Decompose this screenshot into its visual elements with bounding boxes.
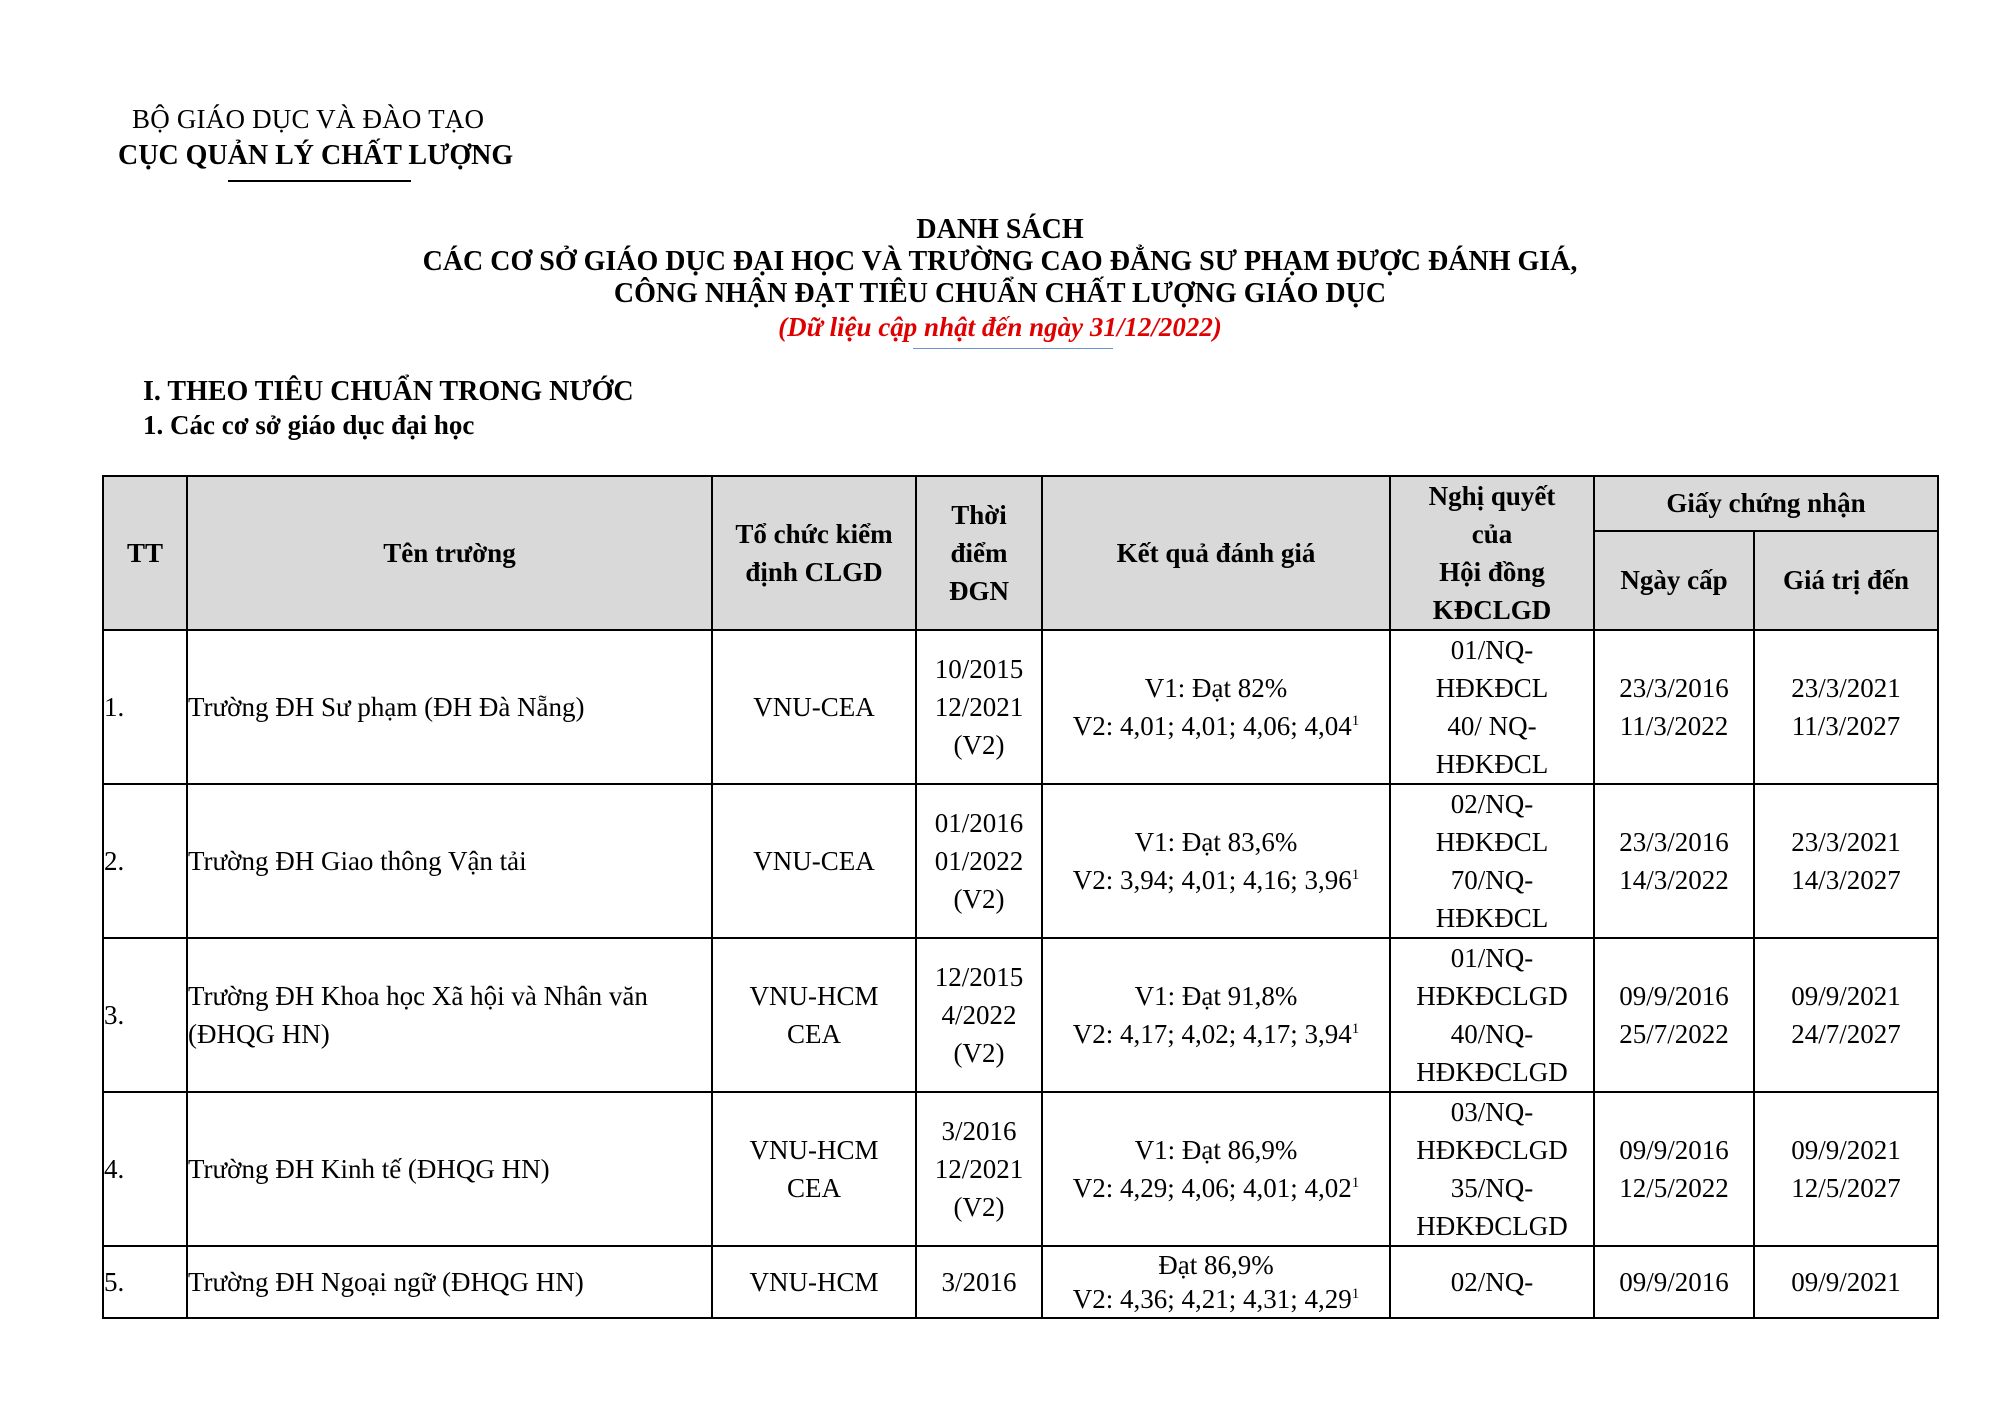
cell-time	[916, 630, 1042, 784]
footnote-marker: 1	[1351, 867, 1360, 883]
cell-resolution-line: HĐKĐCLGD	[1416, 1211, 1568, 1241]
cell-tt: 2.	[103, 784, 187, 938]
cell-time-line: (V2)	[953, 884, 1005, 914]
section-heading: I. THEO TIÊU CHUẨN TRONG NƯỚC	[143, 376, 634, 407]
cell-org-line: VNU-HCM	[749, 981, 879, 1011]
cell-valid-line: 23/3/2021	[1791, 673, 1901, 703]
cell-resolution-line: HĐKĐCL	[1435, 673, 1549, 703]
cell-school: Trường ĐH Sư phạm (ĐH Đà Nẵng)	[187, 630, 712, 784]
cell-time-line: 12/2015	[934, 962, 1024, 992]
header-time-line: điểm	[950, 538, 1008, 568]
subsection-heading: 1. Các cơ sở giáo dục đại học	[143, 410, 475, 440]
cell-time-line: 12/2021	[934, 692, 1024, 722]
table-row	[103, 784, 1938, 938]
cell-issue-line: 23/3/2016	[1619, 827, 1729, 857]
cell-valid-until	[1754, 938, 1938, 1092]
cell-valid-line: 23/3/2021	[1791, 827, 1901, 857]
header-tt: TT	[103, 476, 187, 630]
cell-result	[1042, 784, 1390, 938]
cell-issue-line: 09/9/2016	[1619, 1135, 1729, 1165]
cell-resolution-line: HĐKĐCLGD	[1416, 1057, 1568, 1087]
cell-issue-line: 09/9/2016	[1619, 1267, 1729, 1297]
cell-result-v2: V2: 4,36; 4,21; 4,31; 4,29	[1072, 1284, 1352, 1314]
cell-org	[712, 630, 916, 784]
cell-time-line: (V2)	[953, 730, 1005, 760]
cell-result-v1: V1: Đạt 83,6%	[1134, 827, 1298, 857]
cell-org-line: VNU-CEA	[753, 846, 875, 876]
cell-valid-until	[1754, 1246, 1938, 1318]
cell-resolution-line: 70/NQ-	[1450, 865, 1534, 895]
cell-valid-line: 09/9/2021	[1791, 981, 1901, 1011]
cell-issue-line: 14/3/2022	[1619, 865, 1729, 895]
cell-org-line: CEA	[787, 1019, 841, 1049]
cell-org	[712, 938, 916, 1092]
cell-time	[916, 1246, 1042, 1318]
cell-org-line: CEA	[787, 1173, 841, 1203]
cell-tt: 1.	[103, 630, 187, 784]
cell-result	[1042, 1246, 1390, 1318]
cell-time	[916, 1092, 1042, 1246]
cell-resolution-line: HĐKĐCL	[1435, 903, 1549, 933]
header-resolution-line: Hội đồng	[1439, 557, 1545, 587]
cell-resolution-line: 01/NQ-	[1450, 635, 1534, 665]
cell-org-line: VNU-HCM	[749, 1135, 879, 1165]
header-time	[916, 476, 1042, 630]
cell-result-v2: V2: 4,01; 4,01; 4,06; 4,04	[1072, 711, 1352, 741]
header-resolution-line: KĐCLGD	[1432, 595, 1552, 625]
cell-school: Trường ĐH Ngoại ngữ (ĐHQG HN)	[187, 1246, 712, 1318]
cell-school: Trường ĐH Khoa học Xã hội và Nhân văn (ĐHQG HN)	[187, 938, 712, 1092]
footnote-marker: 1	[1351, 1286, 1360, 1302]
cell-resolution-line: 01/NQ-	[1450, 943, 1534, 973]
cell-resolution-line: HĐKĐCLGD	[1416, 1135, 1568, 1165]
cell-valid-until	[1754, 630, 1938, 784]
cell-result	[1042, 938, 1390, 1092]
cell-valid-line: 12/5/2027	[1791, 1173, 1901, 1203]
cell-org	[712, 784, 916, 938]
cell-valid-line: 11/3/2027	[1791, 711, 1901, 741]
cell-resolution	[1390, 630, 1594, 784]
cell-time	[916, 938, 1042, 1092]
cell-time-line: (V2)	[953, 1038, 1005, 1068]
header-certificate: Giấy chứng nhận	[1594, 476, 1938, 531]
cell-result-v2-line	[1043, 707, 1389, 745]
document-subtitle-line1: CÁC CƠ SỞ GIÁO DỤC ĐẠI HỌC VÀ TRƯỜNG CAO ĐẲNG SƯ PHẠM ĐƯỢC ĐÁNH GIÁ,	[422, 246, 1578, 277]
cell-result-v2-line	[1043, 861, 1389, 899]
cell-issue-line: 23/3/2016	[1619, 673, 1729, 703]
ministry-name: BỘ GIÁO DỤC VÀ ĐÀO TẠO	[132, 104, 485, 134]
cell-school: Trường ĐH Giao thông Vận tải	[187, 784, 712, 938]
cell-valid-line: 24/7/2027	[1791, 1019, 1901, 1049]
cell-resolution	[1390, 784, 1594, 938]
cell-result-v1: Đạt 86,9%	[1158, 1250, 1274, 1280]
cell-result-v2: V2: 4,17; 4,02; 4,17; 3,94	[1072, 1019, 1352, 1049]
cell-result-v2-line	[1043, 1169, 1389, 1207]
note-divider	[913, 348, 1113, 349]
footnote-marker: 1	[1351, 1021, 1360, 1037]
cell-result-v2: V2: 3,94; 4,01; 4,16; 3,96	[1072, 865, 1352, 895]
header-org-line: Tổ chức kiểm	[735, 519, 893, 549]
header-result: Kết quả đánh giá	[1042, 476, 1390, 630]
cell-time-line: 3/2016	[941, 1116, 1017, 1146]
cell-time	[916, 784, 1042, 938]
footnote-marker: 1	[1351, 1175, 1360, 1191]
cell-resolution	[1390, 1092, 1594, 1246]
cell-resolution	[1390, 938, 1594, 1092]
table-row	[103, 1246, 1938, 1318]
department-name: CỤC QUẢN LÝ CHẤT LƯỢNG	[118, 140, 514, 171]
cell-resolution-line: 02/NQ-	[1450, 1267, 1534, 1297]
cell-time-line: 3/2016	[941, 1267, 1017, 1297]
table-row	[103, 938, 1938, 1092]
cell-resolution	[1390, 1246, 1594, 1318]
institutions-table	[102, 475, 1939, 1319]
cell-issue-date	[1594, 1246, 1754, 1318]
update-note: (Dữ liệu cập nhật đến ngày 31/12/2022)	[778, 312, 1222, 342]
cell-time-line: 12/2021	[934, 1154, 1024, 1184]
cell-result-v1: V1: Đạt 82%	[1144, 673, 1288, 703]
header-time-line: Thời	[951, 500, 1007, 530]
cell-tt: 5.	[103, 1246, 187, 1318]
cell-issue-date	[1594, 630, 1754, 784]
document-title: DANH SÁCH	[916, 214, 1084, 245]
header-resolution-line: của	[1471, 519, 1513, 549]
cell-org-line: VNU-HCM	[749, 1267, 879, 1297]
cell-tt: 4.	[103, 1092, 187, 1246]
header-school: Tên trường	[187, 476, 712, 630]
document-subtitle-line2: CÔNG NHẬN ĐẠT TIÊU CHUẨN CHẤT LƯỢNG GIÁO DỤC	[613, 278, 1387, 309]
table-row	[103, 1092, 1938, 1246]
cell-valid-until	[1754, 784, 1938, 938]
cell-time-line: 4/2022	[941, 1000, 1017, 1030]
header-resolution-line: Nghị quyết	[1428, 481, 1556, 511]
cell-org	[712, 1092, 916, 1246]
cell-result-v1: V1: Đạt 91,8%	[1134, 981, 1298, 1011]
cell-org-line: VNU-CEA	[753, 692, 875, 722]
cell-time-line: 01/2016	[934, 808, 1024, 838]
cell-issue-line: 25/7/2022	[1619, 1019, 1729, 1049]
table-row	[103, 630, 1938, 784]
cell-time-line: (V2)	[953, 1192, 1005, 1222]
cell-result	[1042, 630, 1390, 784]
cell-result-v2-line	[1043, 1282, 1389, 1316]
cell-result	[1042, 1092, 1390, 1246]
cell-resolution-line: HĐKĐCLGD	[1416, 981, 1568, 1011]
cell-valid-until	[1754, 1092, 1938, 1246]
cell-issue-line: 11/3/2022	[1619, 711, 1729, 741]
cell-valid-line: 14/3/2027	[1791, 865, 1901, 895]
cell-valid-line: 09/9/2021	[1791, 1267, 1901, 1297]
cell-result-v1: V1: Đạt 86,9%	[1134, 1135, 1298, 1165]
cell-time-line: 01/2022	[934, 846, 1024, 876]
cell-resolution-line: 03/NQ-	[1450, 1097, 1534, 1127]
cell-time-line: 10/2015	[934, 654, 1024, 684]
cell-issue-date	[1594, 784, 1754, 938]
header-issue-date: Ngày cấp	[1594, 531, 1754, 630]
cell-tt: 3.	[103, 938, 187, 1092]
header-divider	[228, 180, 411, 182]
cell-issue-date	[1594, 938, 1754, 1092]
cell-issue-line: 09/9/2016	[1619, 981, 1729, 1011]
cell-result-v2-line	[1043, 1015, 1389, 1053]
header-org	[712, 476, 916, 630]
header-resolution	[1390, 476, 1594, 630]
cell-resolution-line: 40/ NQ-	[1447, 711, 1537, 741]
cell-school: Trường ĐH Kinh tế (ĐHQG HN)	[187, 1092, 712, 1246]
cell-issue-line: 12/5/2022	[1619, 1173, 1729, 1203]
cell-org	[712, 1246, 916, 1318]
cell-result-v2: V2: 4,29; 4,06; 4,01; 4,02	[1072, 1173, 1352, 1203]
cell-resolution-line: 02/NQ-	[1450, 789, 1534, 819]
cell-resolution-line: HĐKĐCL	[1435, 749, 1549, 779]
footnote-marker: 1	[1351, 713, 1360, 729]
header-org-line: định CLGD	[745, 557, 883, 587]
cell-resolution-line: 35/NQ-	[1450, 1173, 1534, 1203]
cell-resolution-line: HĐKĐCL	[1435, 827, 1549, 857]
header-time-line: ĐGN	[949, 576, 1009, 606]
cell-valid-line: 09/9/2021	[1791, 1135, 1901, 1165]
cell-resolution-line: 40/NQ-	[1450, 1019, 1534, 1049]
header-valid-until: Giá trị đến	[1754, 531, 1938, 630]
cell-issue-date	[1594, 1092, 1754, 1246]
